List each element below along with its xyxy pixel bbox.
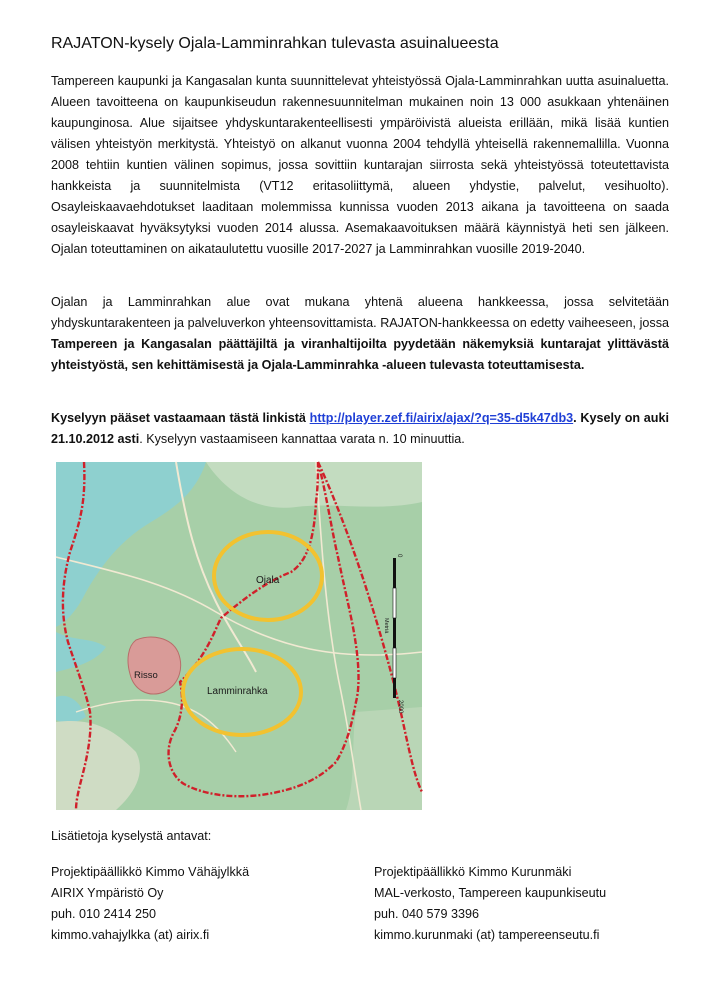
project-paragraph-text: Ojalan ja Lamminrahkan alue ovat mukana yhtenä alueena hankkeessa, jossa selvitetään yhdyskuntarakenteen ja palveluverkon yhteensovittamista. RAJATON-hankkeessa on edetty vaiheeseen, jossa [51, 295, 669, 330]
project-paragraph-bold: Tampereen ja Kangasalan päättäjiltä ja viranhaltijoilta pyydetään näkemyksiä kuntarajat ylittävästä yhteistyöstä, sen kehittämisestä ja Ojala-Lamminrahka -alueen tulevasta toteuttamisesta. [51, 337, 669, 372]
area-map [56, 462, 422, 810]
contact-right [374, 862, 606, 946]
project-paragraph [51, 292, 669, 376]
contact-left-role: Projektipäällikkö Kimmo Vähäjylkkä [51, 865, 250, 879]
contact-left-phone: puh. 010 2414 250 [51, 907, 157, 921]
survey-lead: Kyselyyn pääset vastaamaan tästä linkistä [51, 411, 310, 425]
contact-right-role: Projektipäällikkö Kimmo Kurunmäki [374, 865, 572, 879]
contact-left-org: AIRIX Ympäristö Oy [51, 886, 164, 900]
survey-deadline: . Kysely on auki 21.10.2012 asti [51, 411, 669, 446]
ojala-label: Ojala [256, 575, 280, 586]
contact-right-email: kimmo.kurunmaki (at) tampereenseutu.fi [374, 928, 600, 942]
scale-unit-label: Metriä [383, 618, 389, 634]
contact-left [51, 862, 249, 946]
scale-segment-1 [393, 558, 396, 588]
contact-right-phone: puh. 040 579 3396 [374, 907, 480, 921]
scale-segment-4 [393, 648, 396, 678]
page-title: RAJATON-kysely Ojala-Lamminrahkan tulevasta asuinalueesta [51, 35, 499, 52]
scale-segment-2 [393, 588, 396, 618]
field-southeast [346, 707, 422, 810]
contact-right-org: MAL-verkosto, Tampereen kaupunkiseutu [374, 886, 607, 900]
intro-paragraph: Tampereen kaupunki ja Kangasalan kunta suunnittelevat yhteistyössä Ojala-Lamminrahkan uutta asuinaluetta. Alueen tavoitteena on kaupunkiseudun rakennesuunnitelman mukainen noin 13 000 asukkaan yhtenäinen kaupunginosa. Alue sijaitsee yhdyskuntarakenteellisesti ympäröivistä alueista erillään, mikä lisää kuntien välisen yhteistyön merkitystä. Yhteistyö on alkanut vuonna 2004 tehdyllä yhteisellä rakennemallilla. Vuonna 2008 tehtiin kuntien välinen sopimus, jossa sovittiin kuntarajan siirrosta sekä yhteistyössä toteutettavista hankkeista ja suunnitelmista (VT12 eritasoliittymä, alueen yhdystie, palvelut, vesihuolto). Osayleiskaavaehdotukset laaditaan molemmissa kunnissa vuoden 2013 aikana ja tavoitteena on saada osayleiskaavat hyväksytyksi vuoden 2014 alussa. Asemakaavoituksen määrä käynnistyä heti sen jälkeen. Ojalan toteuttaminen on aikataulutettu vuosille 2017-2027 ja Lamminrahkan vuosille 2019-2040. [51, 74, 669, 256]
survey-link[interactable]: http://player.zef.fi/airix/ajax/?q=35-d5k47db3 [309, 411, 574, 425]
risso-area [128, 637, 181, 694]
survey-paragraph [51, 408, 669, 450]
contacts-intro: Lisätietoja kyselystä antavat: [51, 829, 212, 843]
scale-zero-label: 0 [396, 554, 402, 558]
scale-segment-3 [393, 618, 396, 648]
risso-label: Risso [134, 670, 158, 681]
survey-duration-note: . Kyselyyn vastaamiseen kannattaa varata n. 10 minuuttia. [139, 432, 465, 446]
lamminrahka-label: Lamminrahka [207, 686, 268, 697]
map-scale-bar [384, 548, 412, 718]
contact-left-email: kimmo.vahajylkka (at) airix.fi [51, 928, 210, 942]
scale-segment-5 [393, 678, 396, 698]
map-graphic [56, 462, 422, 810]
scale-max-label: 2000 [397, 700, 403, 714]
